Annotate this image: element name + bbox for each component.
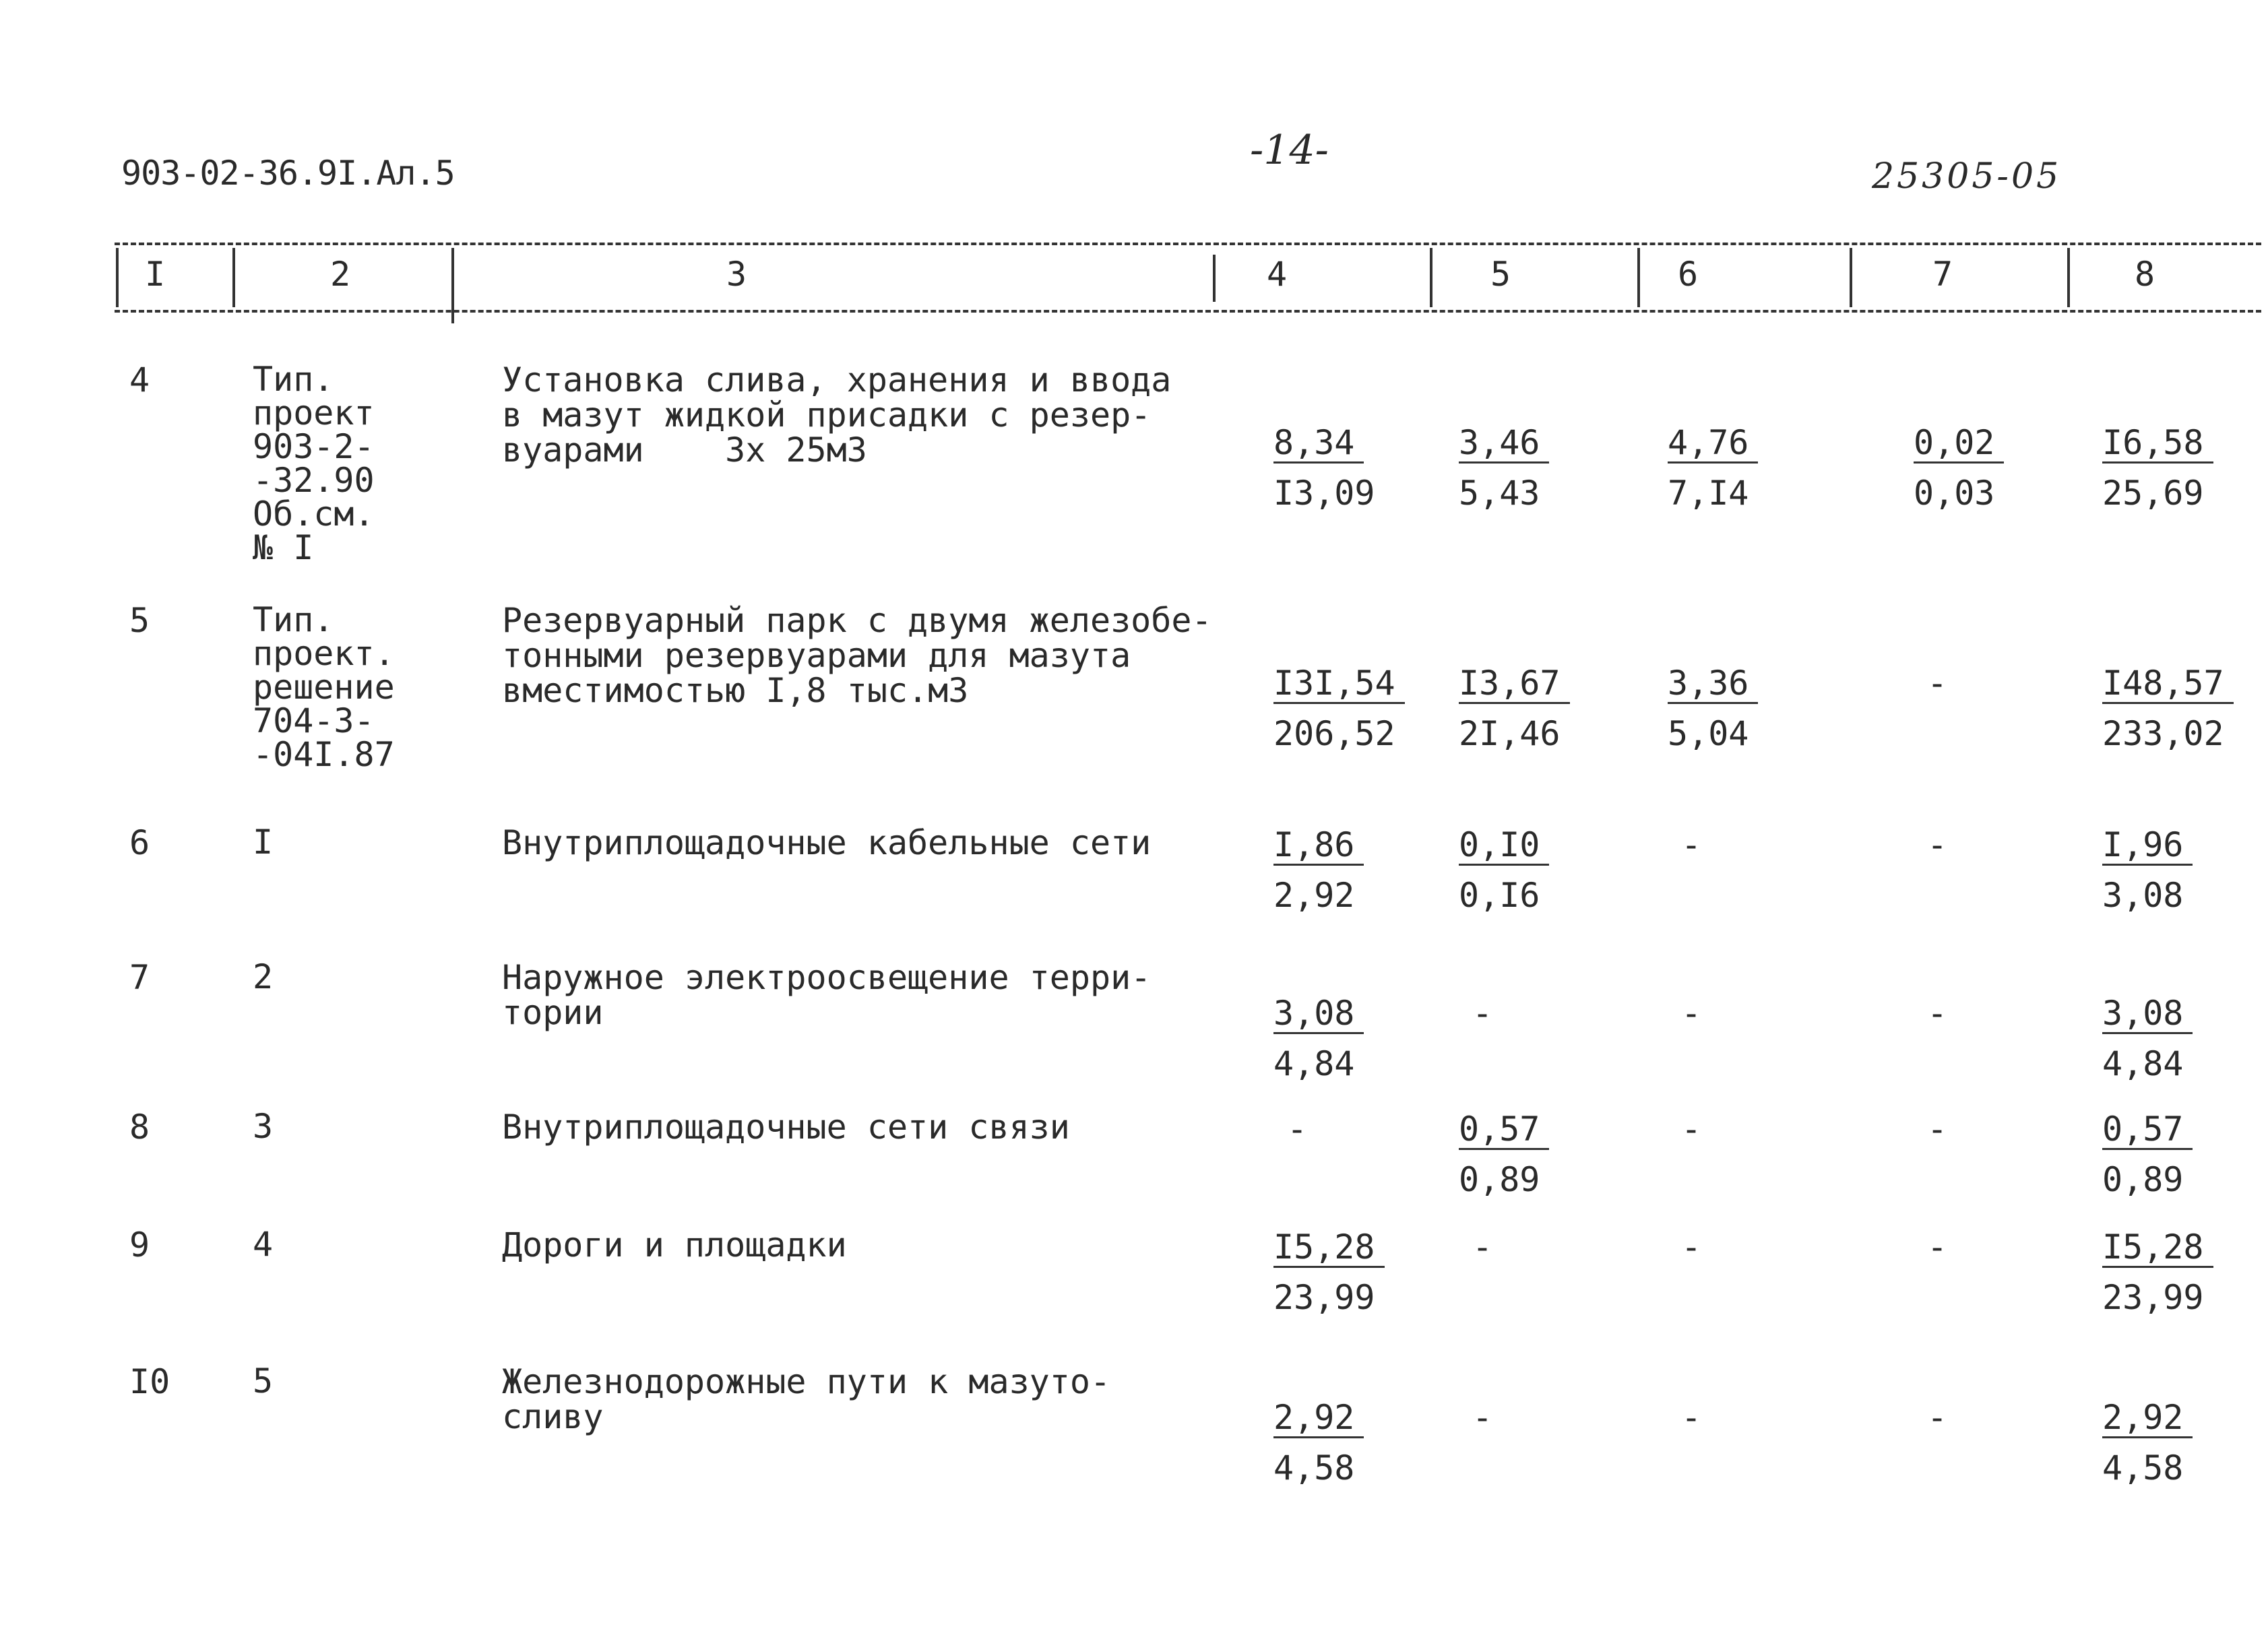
archive-number: 25305-05 xyxy=(1872,156,2062,197)
empty-value-dash: - xyxy=(1927,664,1948,703)
page-number: -14- xyxy=(1250,127,1329,174)
col-divider xyxy=(116,248,119,307)
value-numerator: 2,92 xyxy=(1273,1399,1364,1438)
value-numerator: 3,36 xyxy=(1668,664,1758,704)
value-denominator: 0,89 xyxy=(2102,1160,2184,1199)
row-reference: Тип. проект 903-2- -32.90 Об.см. № I xyxy=(253,360,375,567)
empty-value-dash: - xyxy=(1472,994,1493,1033)
value-fraction-c8 xyxy=(2102,423,2213,512)
value-denominator: 23,99 xyxy=(2102,1278,2204,1317)
value-numerator: I5,28 xyxy=(1273,1228,1385,1268)
column-header-8: 8 xyxy=(2135,255,2155,294)
value-fraction-c4 xyxy=(1273,664,1405,753)
row-description: Дороги и площадки xyxy=(502,1225,847,1265)
value-denominator: 3,08 xyxy=(2102,876,2184,915)
value-numerator: I,86 xyxy=(1273,826,1364,866)
value-denominator: 5,43 xyxy=(1459,474,1540,513)
row-number: I0 xyxy=(129,1362,170,1401)
empty-value-dash: - xyxy=(1681,1398,1702,1437)
row-number: 7 xyxy=(129,958,150,997)
column-header-2: 2 xyxy=(330,255,351,294)
row-reference: Тип. проект. решение 704-3- -04I.87 xyxy=(253,600,395,774)
value-fraction-c5 xyxy=(1459,1110,1549,1198)
value-numerator: 8,34 xyxy=(1273,424,1364,463)
col-divider xyxy=(1850,248,1852,307)
value-denominator: 4,58 xyxy=(1273,1448,1355,1488)
value-denominator: 4,84 xyxy=(1273,1044,1355,1083)
value-numerator: 4,76 xyxy=(1668,424,1758,463)
column-header-3: 3 xyxy=(726,255,747,294)
value-numerator: I5,28 xyxy=(2102,1228,2213,1268)
value-denominator: 0,03 xyxy=(1914,474,1995,513)
row-description: Установка слива, хранения и ввода в мазут жидкой присадки с резер- вуарами 3х 25м3 xyxy=(502,360,1172,470)
column-header-1: I xyxy=(145,255,166,294)
value-fraction-c4 xyxy=(1273,423,1375,512)
empty-value-dash: - xyxy=(1681,1227,1702,1267)
value-fraction-c5 xyxy=(1459,664,1570,753)
empty-value-dash: - xyxy=(1927,1227,1948,1267)
value-fraction-c7 xyxy=(1914,423,2004,512)
value-numerator: I3,67 xyxy=(1459,664,1570,704)
empty-value-dash: - xyxy=(1681,1110,1702,1149)
col-divider xyxy=(451,248,454,323)
value-denominator: 25,69 xyxy=(2102,474,2204,513)
value-numerator: I6,58 xyxy=(2102,424,2213,463)
value-denominator: 206,52 xyxy=(1273,714,1395,753)
row-description: Железнодорожные пути к мазуто- сливу xyxy=(502,1362,1111,1436)
row-reference: 5 xyxy=(253,1362,274,1401)
value-fraction-c4 xyxy=(1273,825,1364,914)
row-description: Внутриплощадочные сети связи xyxy=(502,1108,1070,1147)
value-numerator: I3I,54 xyxy=(1273,664,1405,704)
value-denominator: 5,04 xyxy=(1668,714,1749,753)
row-reference: 3 xyxy=(253,1107,274,1146)
value-denominator: I3,09 xyxy=(1273,474,1375,513)
value-fraction-c4 xyxy=(1273,1227,1385,1316)
empty-value-dash: - xyxy=(1287,1110,1308,1149)
column-header-7: 7 xyxy=(1932,255,1953,294)
row-reference: 2 xyxy=(253,957,274,996)
value-fraction-c4 xyxy=(1273,1398,1364,1487)
value-fraction-c8 xyxy=(2102,664,2234,753)
value-fraction-c4 xyxy=(1273,994,1364,1083)
table-top-rule xyxy=(115,243,2261,245)
column-header-4: 4 xyxy=(1267,255,1288,294)
value-fraction-c5 xyxy=(1459,423,1549,512)
empty-value-dash: - xyxy=(1472,1398,1493,1437)
document-code: 903-02-36.9I.Ал.5 xyxy=(121,154,455,193)
value-denominator: 4,58 xyxy=(2102,1448,2184,1488)
col-divider xyxy=(232,248,235,307)
value-fraction-c6 xyxy=(1668,664,1758,753)
row-reference: I xyxy=(253,823,274,862)
value-fraction-c8 xyxy=(2102,1110,2193,1198)
value-numerator: 0,02 xyxy=(1914,424,2004,463)
value-denominator: 0,I6 xyxy=(1459,876,1540,915)
row-number: 5 xyxy=(129,601,150,640)
value-denominator: 233,02 xyxy=(2102,714,2224,753)
empty-value-dash: - xyxy=(1681,825,1702,864)
empty-value-dash: - xyxy=(1927,994,1948,1033)
empty-value-dash: - xyxy=(1472,1227,1493,1267)
value-fraction-c8 xyxy=(2102,1227,2213,1316)
col-divider xyxy=(2067,248,2070,307)
row-number: 4 xyxy=(129,360,150,399)
value-numerator: 3,46 xyxy=(1459,424,1549,463)
value-denominator: 0,89 xyxy=(1459,1160,1540,1199)
value-fraction-c6 xyxy=(1668,423,1758,512)
value-denominator: 2I,46 xyxy=(1459,714,1561,753)
value-numerator: 0,57 xyxy=(2102,1110,2193,1150)
value-numerator: 3,08 xyxy=(2102,994,2193,1034)
value-fraction-c8 xyxy=(2102,825,2193,914)
value-numerator: I48,57 xyxy=(2102,664,2234,704)
value-numerator: 0,I0 xyxy=(1459,826,1549,866)
value-numerator: 2,92 xyxy=(2102,1399,2193,1438)
row-number: 9 xyxy=(129,1225,150,1265)
col-divider xyxy=(1430,248,1432,307)
row-number: 8 xyxy=(129,1108,150,1147)
row-description: Внутриплощадочные кабельные сети xyxy=(502,823,1152,862)
value-numerator: 3,08 xyxy=(1273,994,1364,1034)
value-denominator: 4,84 xyxy=(2102,1044,2184,1083)
empty-value-dash: - xyxy=(1681,994,1702,1033)
value-numerator: 0,57 xyxy=(1459,1110,1549,1150)
value-fraction-c8 xyxy=(2102,1398,2193,1487)
empty-value-dash: - xyxy=(1927,1398,1948,1437)
value-denominator: 7,I4 xyxy=(1668,474,1749,513)
row-description: Резервуарный парк с двумя железобе- тонными резервуарами для мазута вместимостью I,8 тыс.м3 xyxy=(502,601,1212,710)
value-denominator: 2,92 xyxy=(1273,876,1355,915)
col-divider xyxy=(1637,248,1640,307)
value-fraction-c5 xyxy=(1459,825,1549,914)
value-fraction-c8 xyxy=(2102,994,2193,1083)
row-description: Наружное электроосвещение терри- тории xyxy=(502,958,1152,1032)
row-number: 6 xyxy=(129,823,150,862)
empty-value-dash: - xyxy=(1927,1110,1948,1149)
table-header-bottom-rule xyxy=(115,310,2261,313)
column-header-6: 6 xyxy=(1678,255,1699,294)
col-divider xyxy=(1213,255,1216,302)
value-denominator: 23,99 xyxy=(1273,1278,1375,1317)
row-reference: 4 xyxy=(253,1225,274,1264)
empty-value-dash: - xyxy=(1927,825,1948,864)
value-numerator: I,96 xyxy=(2102,826,2193,866)
column-header-5: 5 xyxy=(1490,255,1511,294)
